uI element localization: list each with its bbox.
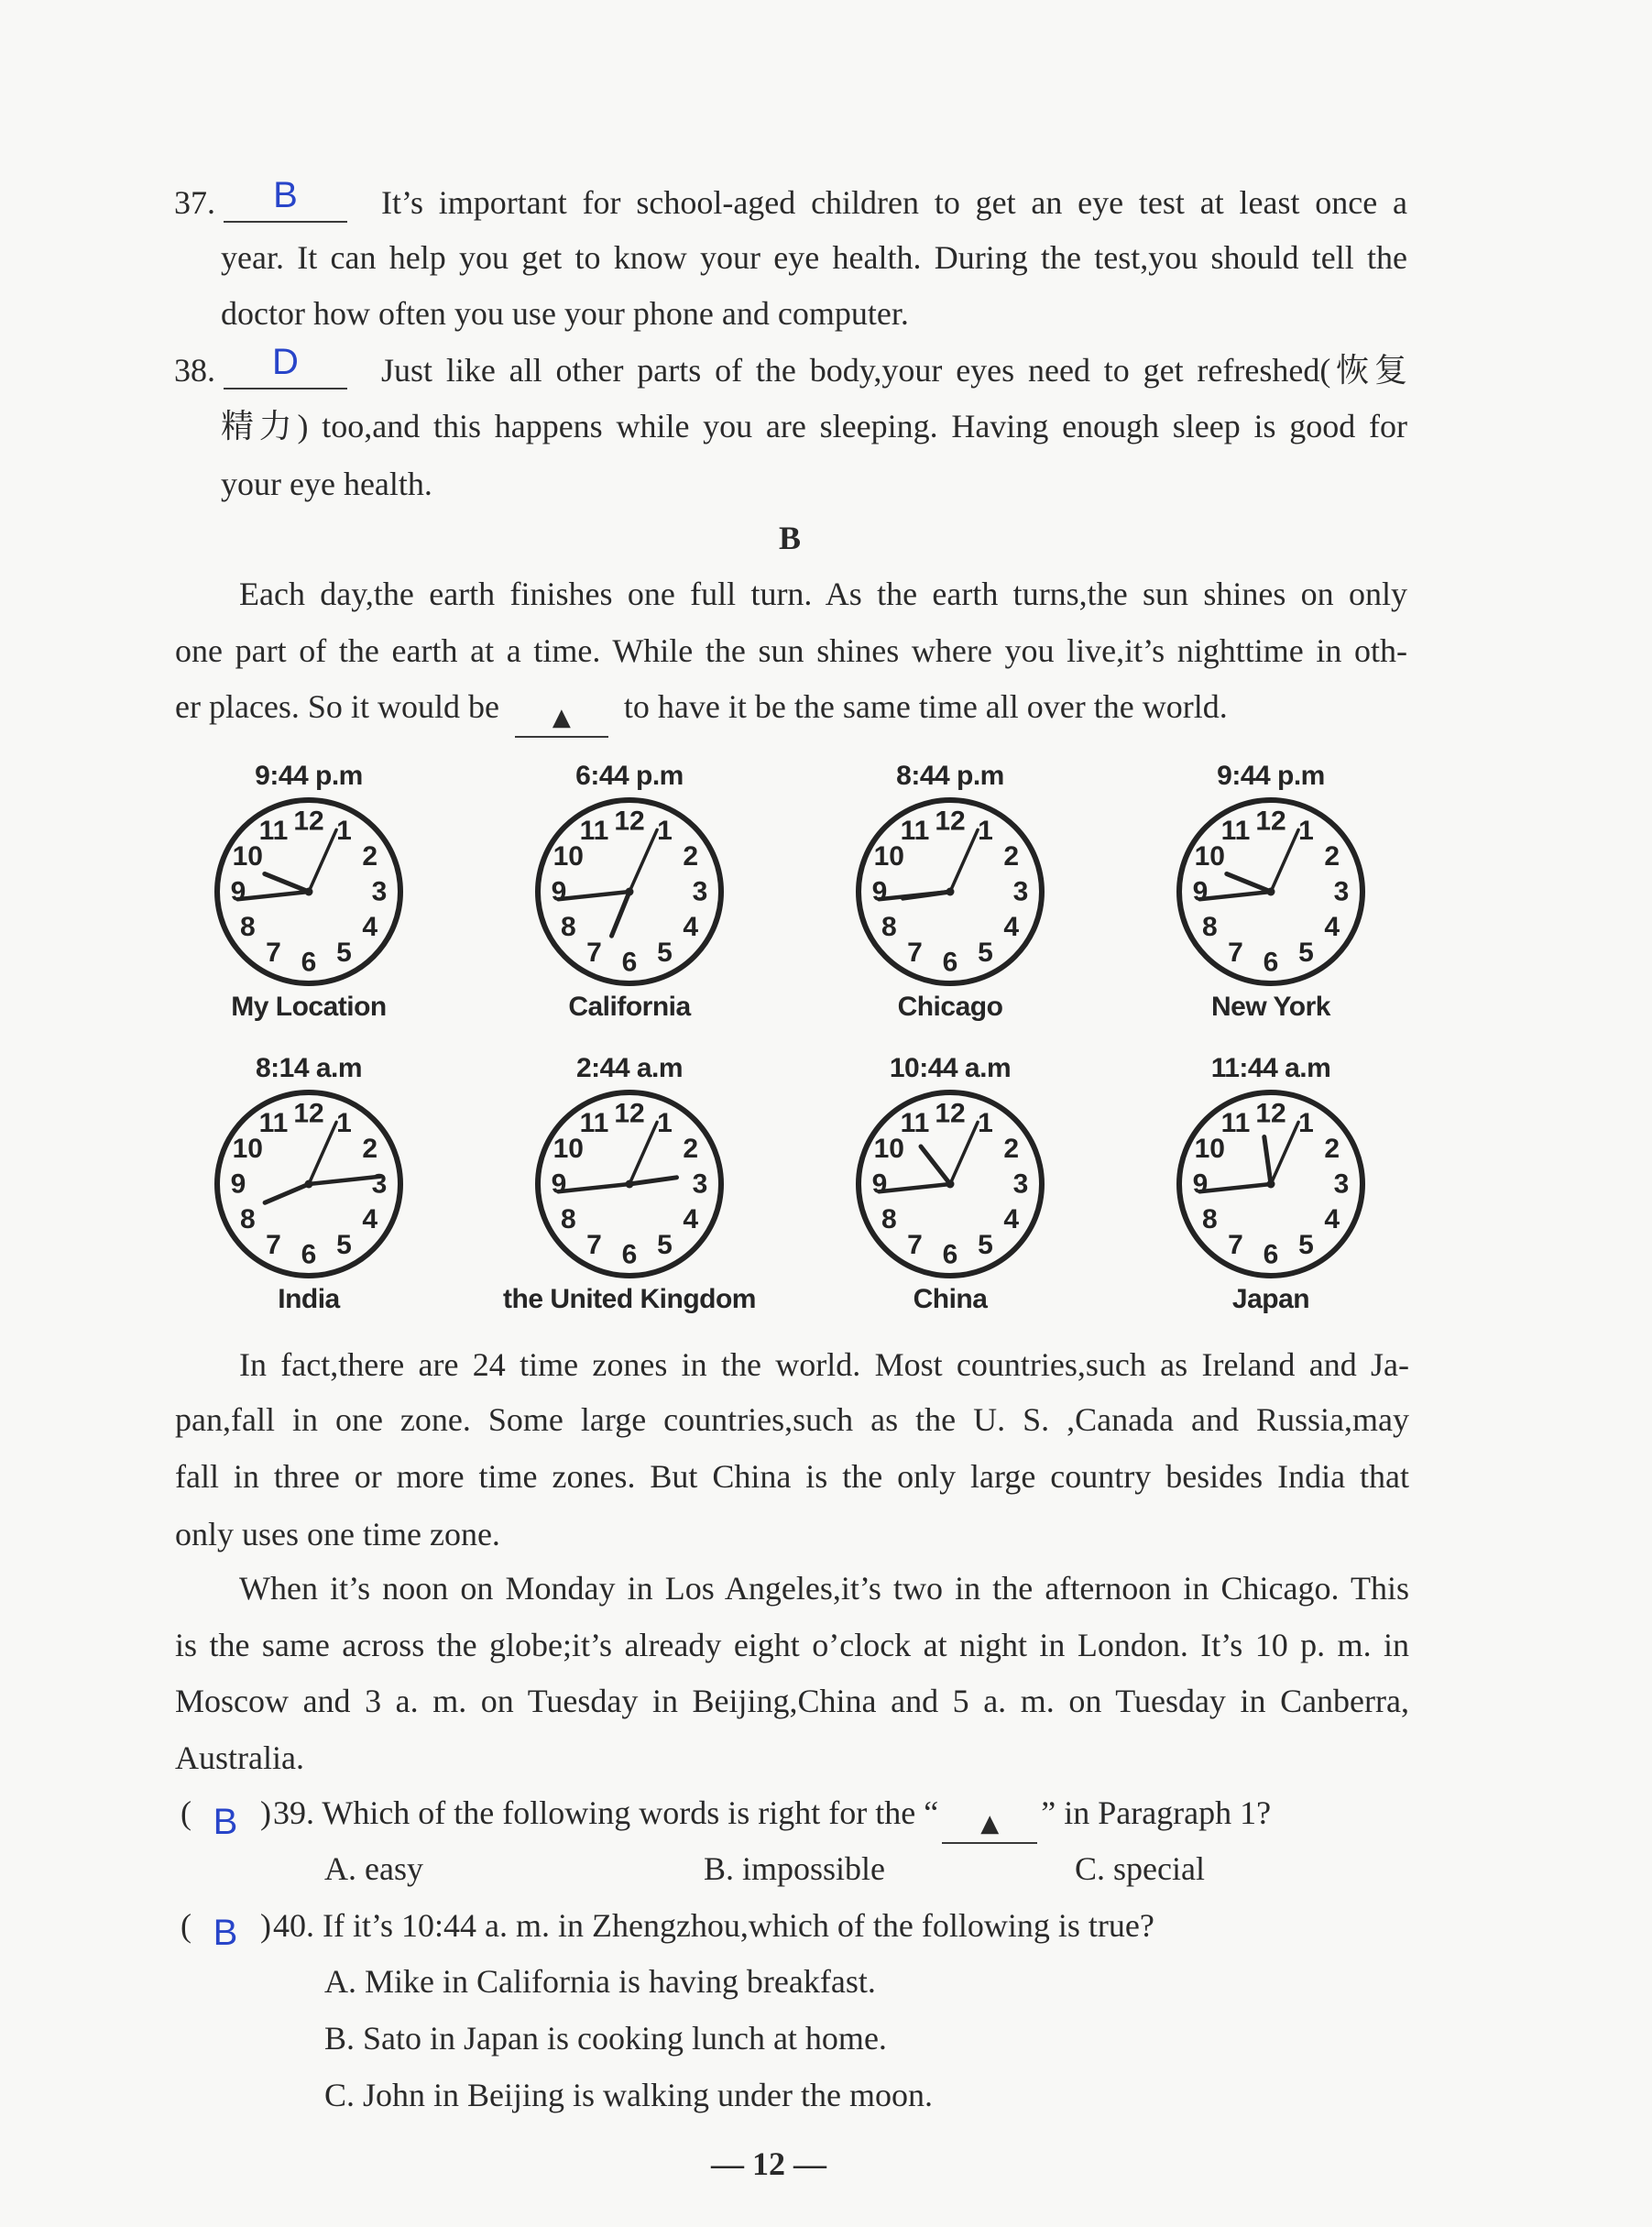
clock-dial-number: 5 bbox=[978, 1230, 993, 1261]
question-40-option-b: B. Sato in Japan is cooking lunch at home. bbox=[324, 2020, 887, 2057]
clock-dial-number: 8 bbox=[881, 1204, 897, 1234]
clock-center-pin bbox=[946, 1180, 955, 1189]
clock-dial-number: 7 bbox=[586, 1230, 602, 1261]
clock-dial-number: 12 bbox=[935, 1098, 966, 1129]
clock-face bbox=[1165, 786, 1376, 997]
clock-dial-number: 6 bbox=[942, 947, 958, 978]
clock-face bbox=[524, 1079, 735, 1289]
clock-place-label: Japan bbox=[1231, 1284, 1310, 1314]
clock-dial-number: 4 bbox=[683, 1204, 699, 1234]
clock-dial-number: 11 bbox=[1220, 1107, 1251, 1138]
intro-line-3 bbox=[175, 679, 1228, 734]
question-40-answer: B bbox=[213, 1913, 238, 1953]
clock-my-location bbox=[148, 751, 469, 1044]
clock-time-label: 9:44 p.m bbox=[1217, 761, 1325, 791]
clock-dial-number: 3 bbox=[1012, 1168, 1029, 1200]
world-clocks bbox=[148, 751, 1431, 1336]
clock-dial-number: 9 bbox=[551, 876, 567, 907]
clock-chicago bbox=[790, 751, 1110, 1044]
clock-dial-number: 2 bbox=[1003, 841, 1020, 872]
clock-dial-number: 10 bbox=[873, 841, 904, 872]
clock-place-label: China bbox=[913, 1284, 988, 1314]
question-39-option-c: C. special bbox=[1075, 1850, 1205, 1887]
clock-dial-number: 4 bbox=[1324, 1204, 1340, 1234]
clock-dial-number: 4 bbox=[362, 1204, 378, 1234]
intro-line-3-before: er places. So it would be bbox=[175, 688, 499, 725]
clock-minute-hand bbox=[558, 892, 629, 899]
clock-dial-number: 7 bbox=[907, 938, 923, 969]
clock-face bbox=[524, 786, 735, 997]
clock-dial-number: 12 bbox=[1255, 1098, 1286, 1129]
clock-hour-hand bbox=[1227, 874, 1271, 893]
clock-dial-number: 5 bbox=[657, 1230, 673, 1261]
question-39-bracket-close: ) bbox=[260, 1794, 271, 1831]
clock-dial-number: 11 bbox=[900, 1107, 930, 1138]
clock-dial-number: 10 bbox=[552, 1134, 584, 1164]
paragraph-2-line-3: fall in three or more time zones. But China is the only large country besides India that bbox=[175, 1458, 1409, 1495]
clock-second-hand bbox=[309, 1122, 336, 1184]
question-37-line-1: It’s important for school-aged children to get an eye test at least once a bbox=[381, 184, 1407, 221]
clock-dial-number: 5 bbox=[1298, 938, 1314, 969]
clock-center-pin bbox=[626, 1180, 634, 1189]
clock-minute-hand bbox=[879, 1184, 950, 1191]
clock-dial-number: 1 bbox=[336, 1107, 352, 1138]
clock-face bbox=[845, 1079, 1056, 1289]
clock-dial-number: 5 bbox=[657, 938, 673, 969]
clock-dial-number: 4 bbox=[362, 912, 378, 942]
clock-face bbox=[203, 1079, 414, 1289]
clock-hour-hand bbox=[265, 874, 309, 893]
clock-dial-number: 2 bbox=[1324, 1134, 1340, 1164]
clock-dial-number: 1 bbox=[978, 815, 993, 846]
paragraph-3-line-1: When it’s noon on Monday in Los Angeles,it’s two in the afternoon in Chicago. This bbox=[239, 1570, 1409, 1607]
clock-dial-number: 9 bbox=[230, 1168, 246, 1200]
clock-dial-number: 11 bbox=[579, 1107, 609, 1138]
clock-dial-number: 10 bbox=[1194, 841, 1225, 872]
clock-dial-number: 5 bbox=[978, 938, 993, 969]
clock-dial-number: 3 bbox=[371, 1168, 388, 1200]
clock-dial-number: 8 bbox=[239, 1204, 256, 1234]
clock-dial-number: 8 bbox=[1201, 1204, 1218, 1234]
clock-dial-number: 1 bbox=[1298, 815, 1314, 846]
question-40-text: 40. If it’s 10:44 a. m. in Zhengzhou,which of the following is true? bbox=[273, 1907, 1154, 1944]
clock-minute-hand bbox=[309, 1177, 380, 1184]
section-heading: B bbox=[778, 520, 801, 556]
clock-time-label: 8:44 p.m bbox=[896, 761, 1004, 791]
clock-dial-number: 9 bbox=[551, 1168, 567, 1200]
clock-face bbox=[845, 786, 1056, 997]
question-40-bracket-open: ( bbox=[181, 1907, 191, 1944]
clock-dial-number: 9 bbox=[1192, 876, 1209, 907]
question-39-option-a: A. easy bbox=[324, 1850, 423, 1887]
clock-new-york bbox=[1110, 751, 1431, 1044]
clock-dial-number: 3 bbox=[692, 876, 708, 907]
clock-dial-number: 11 bbox=[579, 815, 609, 846]
clock-second-hand bbox=[629, 1122, 657, 1184]
clock-dial-number: 1 bbox=[657, 1107, 673, 1138]
clock-hour-hand bbox=[921, 1146, 950, 1184]
clock-time-label: 9:44 p.m bbox=[255, 761, 363, 791]
clock-center-pin bbox=[1267, 888, 1275, 896]
clock-dial-number: 10 bbox=[232, 1134, 263, 1164]
clock-second-hand bbox=[629, 829, 657, 892]
clock-dial-number: 7 bbox=[907, 1230, 923, 1261]
clock-minute-hand bbox=[1199, 1184, 1271, 1191]
clock-time-label: 2:44 a.m bbox=[575, 1053, 684, 1083]
clock-second-hand bbox=[309, 829, 336, 892]
question-37-answer-blank bbox=[224, 170, 347, 223]
clock-second-hand bbox=[1271, 829, 1298, 892]
clock-dial-number: 10 bbox=[873, 1134, 904, 1164]
clock-dial-number: 7 bbox=[266, 938, 281, 969]
clock-dial-number: 8 bbox=[1201, 912, 1218, 942]
paragraph-3-line-2: is the same across the globe;it’s already eight o’clock at night in London. It’s 10 p. m. in bbox=[175, 1627, 1409, 1663]
question-39-suffix: ” in Paragraph 1? bbox=[1041, 1794, 1272, 1831]
clock-dial-number: 3 bbox=[1333, 876, 1350, 907]
clock-time-label: 11:44 a.m bbox=[1210, 1053, 1331, 1083]
clock-dial-number: 11 bbox=[258, 1107, 289, 1138]
clock-minute-hand bbox=[1199, 892, 1271, 899]
clock-time-label: 10:44 a.m bbox=[889, 1053, 1012, 1083]
question-39-prefix: 39. Which of the following words is right for the “ bbox=[273, 1794, 939, 1831]
clock-dial-number: 6 bbox=[1263, 1239, 1279, 1270]
clock-hour-hand bbox=[265, 1184, 309, 1202]
clock-dial-number: 1 bbox=[336, 815, 352, 846]
clock-dial-number: 7 bbox=[1228, 1230, 1243, 1261]
clock-dial-number: 6 bbox=[301, 1239, 317, 1270]
clock-face bbox=[1165, 1079, 1376, 1289]
question-39-bracket-open: ( bbox=[181, 1794, 191, 1831]
question-40-option-a: A. Mike in California is having breakfast. bbox=[324, 1963, 876, 2000]
clock-dial-number: 8 bbox=[560, 1204, 576, 1234]
clock-dial-number: 1 bbox=[1298, 1107, 1314, 1138]
paragraph-3-line-4: Australia. bbox=[175, 1739, 304, 1776]
clock-dial-number: 7 bbox=[586, 938, 602, 969]
clock-dial-number: 2 bbox=[683, 841, 699, 872]
clock-dial-number: 12 bbox=[1255, 806, 1286, 837]
clock-dial-number: 9 bbox=[871, 1168, 888, 1200]
fill-in-blank: ▲ bbox=[942, 1805, 1037, 1844]
intro-line-1: Each day,the earth finishes one full turn. As the earth turns,the sun shines on only bbox=[239, 576, 1407, 612]
clock-dial-number: 6 bbox=[621, 947, 638, 978]
question-37-answer: B bbox=[273, 175, 298, 215]
question-38-line-3: your eye health. bbox=[221, 466, 432, 502]
clock-time-label: 6:44 p.m bbox=[575, 761, 684, 791]
clock-dial-number: 8 bbox=[239, 912, 256, 942]
clock-dial-number: 4 bbox=[683, 912, 699, 942]
intro-line-3-after: to have it be the same time all over the world. bbox=[623, 688, 1228, 725]
clock-dial-number: 10 bbox=[552, 841, 584, 872]
clock-dial-number: 6 bbox=[942, 1239, 958, 1270]
paragraph-2-line-1: In fact,there are 24 time zones in the world. Most countries,such as Ireland and Ja- bbox=[239, 1346, 1409, 1383]
question-39-option-b: B. impossible bbox=[704, 1850, 886, 1887]
clock-dial-number: 12 bbox=[614, 1098, 645, 1129]
clock-dial-number: 5 bbox=[1298, 1230, 1314, 1261]
question-37-number: 37. bbox=[174, 184, 215, 221]
clock-place-label: My Location bbox=[231, 992, 387, 1022]
clock-hour-hand bbox=[1264, 1137, 1271, 1185]
clock-dial-number: 2 bbox=[362, 1134, 378, 1164]
question-38-number: 38. bbox=[174, 352, 215, 389]
fill-in-blank: ▲ bbox=[515, 699, 608, 738]
question-40-option-c: C. John in Beijing is walking under the moon. bbox=[324, 2077, 933, 2113]
clock-hour-hand bbox=[612, 892, 630, 936]
clock-dial-number: 8 bbox=[881, 912, 897, 942]
clock-dial-number: 6 bbox=[301, 947, 317, 978]
clock-dial-number: 2 bbox=[1003, 1134, 1020, 1164]
clock-dial-number: 8 bbox=[560, 912, 576, 942]
clock-second-hand bbox=[950, 1122, 978, 1184]
clock-dial-number: 3 bbox=[692, 1168, 708, 1200]
clock-dial-number: 6 bbox=[621, 1239, 638, 1270]
clock-dial-number: 2 bbox=[683, 1134, 699, 1164]
clock-dial-number: 9 bbox=[1192, 1168, 1209, 1200]
clock-dial-number: 3 bbox=[371, 876, 388, 907]
clock-place-label: New York bbox=[1211, 992, 1330, 1022]
clock-china bbox=[790, 1044, 1110, 1336]
clock-dial-number: 3 bbox=[1333, 1168, 1350, 1200]
clock-dial-number: 7 bbox=[266, 1230, 281, 1261]
page-number: — 12 — bbox=[711, 2145, 826, 2182]
clock-dial-number: 12 bbox=[935, 806, 966, 837]
clock-dial-number: 5 bbox=[336, 1230, 352, 1261]
clock-dial-number: 12 bbox=[614, 806, 645, 837]
clock-dial-number: 11 bbox=[900, 815, 930, 846]
question-39-answer: B bbox=[213, 1802, 238, 1842]
clock-dial-number: 4 bbox=[1003, 912, 1020, 942]
paragraph-3-line-3: Moscow and 3 a. m. on Tuesday in Beijing,China and 5 a. m. on Tuesday in Canberra, bbox=[175, 1683, 1409, 1719]
clock-dial-number: 11 bbox=[1220, 815, 1251, 846]
clock-dial-number: 6 bbox=[1263, 947, 1279, 978]
clock-center-pin bbox=[946, 888, 955, 896]
question-40-bracket-close: ) bbox=[260, 1907, 271, 1944]
clock-dial-number: 3 bbox=[1012, 876, 1029, 907]
intro-line-2: one part of the earth at a time. While the sun shines where you live,it’s nighttime in oth- bbox=[175, 632, 1407, 669]
clock-face bbox=[203, 786, 414, 997]
clock-india bbox=[148, 1044, 469, 1336]
question-38-line-1: Just like all other parts of the body,your eyes need to get refreshed(恢复 bbox=[381, 352, 1407, 389]
clock-dial-number: 9 bbox=[230, 876, 246, 907]
clock-dial-number: 9 bbox=[871, 876, 888, 907]
question-37-line-2: year. It can help you get to know your eye health. During the test,you should tell the bbox=[221, 239, 1407, 276]
clock-center-pin bbox=[1267, 1180, 1275, 1189]
clock-dial-number: 10 bbox=[232, 841, 263, 872]
clock-dial-number: 1 bbox=[978, 1107, 993, 1138]
clock-dial-number: 12 bbox=[293, 1098, 324, 1129]
paragraph-2-line-4: only uses one time zone. bbox=[175, 1516, 500, 1552]
clock-dial-number: 5 bbox=[336, 938, 352, 969]
clock-dial-number: 2 bbox=[362, 841, 378, 872]
clock-time-label: 8:14 a.m bbox=[255, 1053, 363, 1083]
question-37-line-3: doctor how often you use your phone and computer. bbox=[221, 295, 909, 332]
clock-united-kingdom bbox=[469, 1044, 790, 1336]
clock-place-label: India bbox=[278, 1284, 340, 1314]
clock-second-hand bbox=[950, 829, 978, 892]
clock-center-pin bbox=[626, 888, 634, 896]
question-39-text bbox=[273, 1785, 1271, 1840]
clock-dial-number: 1 bbox=[657, 815, 673, 846]
clock-hour-hand bbox=[629, 1178, 677, 1184]
clock-center-pin bbox=[305, 1180, 313, 1189]
clock-second-hand bbox=[1271, 1122, 1298, 1184]
clock-place-label: California bbox=[568, 992, 691, 1022]
clock-minute-hand bbox=[237, 892, 309, 899]
clock-place-label: Chicago bbox=[897, 992, 1003, 1022]
clock-dial-number: 7 bbox=[1228, 938, 1243, 969]
clock-dial-number: 2 bbox=[1324, 841, 1340, 872]
clock-center-pin bbox=[305, 888, 313, 896]
question-38-answer-blank bbox=[224, 336, 347, 389]
clock-dial-number: 4 bbox=[1324, 912, 1340, 942]
clock-dial-number: 10 bbox=[1194, 1134, 1225, 1164]
question-38-line-2: 精力) too,and this happens while you are sleeping. Having enough sleep is good for bbox=[221, 408, 1407, 444]
question-38-answer: D bbox=[272, 342, 299, 382]
clock-dial-number: 11 bbox=[258, 815, 289, 846]
clock-place-label: the United Kingdom bbox=[503, 1284, 756, 1314]
clock-dial-number: 12 bbox=[293, 806, 324, 837]
clock-california bbox=[469, 751, 790, 1044]
clock-japan bbox=[1110, 1044, 1431, 1336]
paragraph-2-line-2: pan,fall in one zone. Some large countries,such as the U. S. ,Canada and Russia,may bbox=[175, 1401, 1409, 1438]
clock-dial-number: 4 bbox=[1003, 1204, 1020, 1234]
clock-minute-hand bbox=[558, 1184, 629, 1191]
